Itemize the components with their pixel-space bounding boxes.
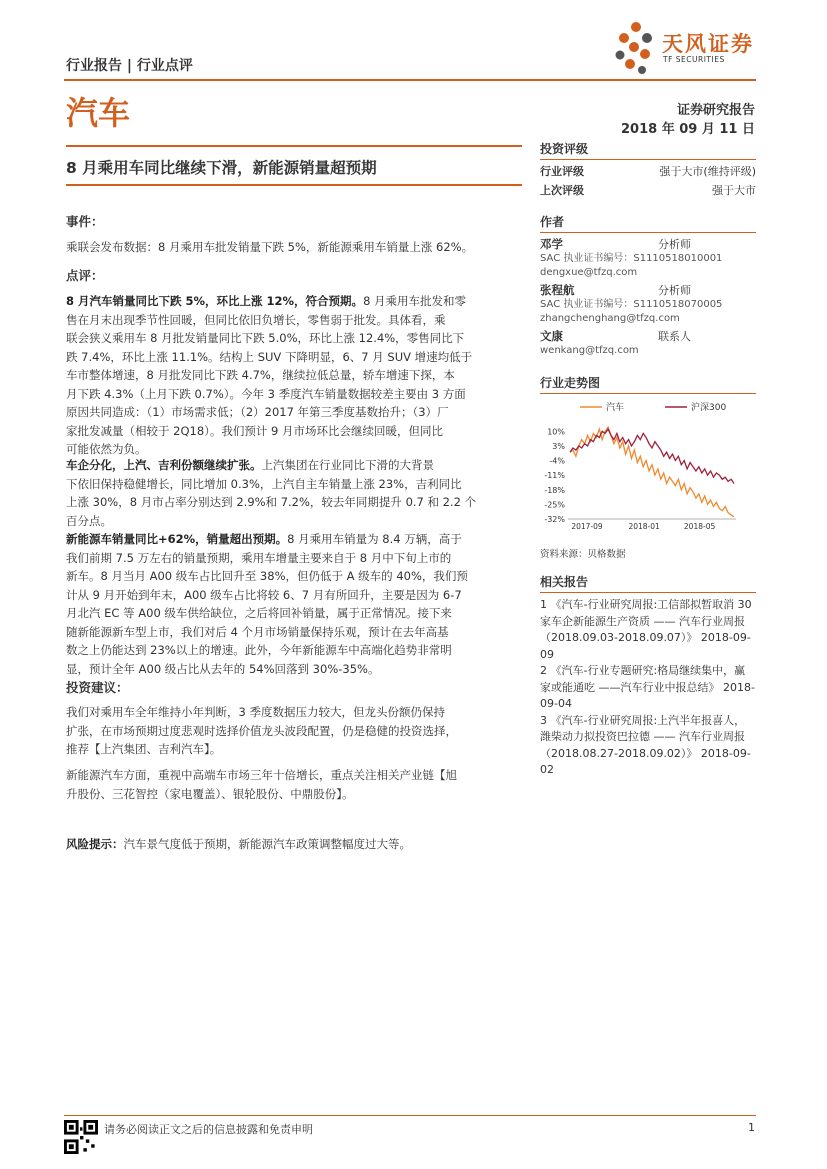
text-line: 我们对乘用车全年维持小年判断，3 季度数据压力较大，但龙头份额仍保持	[66, 705, 445, 719]
author-entry	[540, 237, 756, 280]
lead-in: 车企分化，上汽、吉利份额继续扩张。	[66, 458, 262, 472]
text-line: 月下跌 4.3%（上月下跌 0.7%）。今年 3 季度汽车销量数据较差主要由 3 方面	[66, 386, 466, 401]
related-panel	[540, 573, 756, 779]
related-item[interactable]	[540, 663, 756, 713]
legend-label: 沪深300	[691, 403, 727, 413]
text-line: 扩张，在市场预期过度悲观时选择价值龙头波段配置，仍是稳健的投资选择，	[66, 723, 457, 738]
paragraph-sales	[66, 292, 520, 459]
y-tick-label: 3%	[552, 441, 565, 451]
text-line: 8 月汽车销量同比下跌 5%，环比上涨 12%，符合预期。8 月乘用车批发和零	[66, 294, 467, 308]
author-entry	[540, 283, 756, 326]
rating-heading: 投资评级	[540, 142, 589, 156]
series-line	[570, 429, 734, 483]
tf-logo-icon	[612, 20, 660, 78]
text-line: 联会狭义乘用车 8 月批发销量同比下跌 5.0%，环比上涨 12.4%，零售同比下	[66, 331, 465, 345]
text-line: 推荐【上汽集团、吉利汽车】。	[66, 742, 222, 756]
text-line: 跌 7.4%，环比上涨 11.1%。结构上 SUV 下降明显，6、7 月 SUV 增速均低于	[66, 349, 473, 364]
rating-row	[540, 162, 756, 181]
report-type: 行业报告 | 行业点评	[66, 58, 193, 74]
y-tick-label: -4%	[549, 456, 565, 466]
text-line: 显，预计全年 A00 级占比从去年的 54%回落到 30%-35%。	[66, 661, 380, 676]
author-role: 联系人	[658, 330, 691, 343]
paragraph-advice	[66, 703, 520, 759]
trend-heading: 行业走势图	[540, 376, 601, 390]
author-sac: SAC 执业证书编号：S1110518010001	[540, 253, 723, 264]
author-email[interactable]: wenkang@tfzq.com	[540, 345, 639, 356]
paragraph-nev-advice	[66, 766, 520, 803]
risk-heading: 风险提示：	[66, 837, 124, 851]
author-email[interactable]: zhangchenghang@tfzq.com	[540, 313, 680, 324]
x-tick-label: 2018-01	[628, 522, 660, 531]
risk-line	[66, 835, 520, 854]
prev-rating-label: 上次评级	[540, 184, 584, 197]
author-panel	[540, 213, 756, 358]
logo-subtext: TF SECURITIES	[663, 55, 725, 64]
footer-rule	[64, 1115, 756, 1116]
trend-rule	[540, 393, 756, 394]
author-name: 邓学	[540, 237, 563, 251]
qr-code-icon	[64, 1120, 98, 1154]
y-tick-label: -18%	[544, 485, 565, 495]
related-index: 2	[540, 664, 547, 677]
industry-title: 汽车	[66, 94, 131, 132]
author-rule	[540, 232, 756, 233]
related-index: 3	[540, 713, 547, 727]
y-tick-label: -11%	[544, 471, 565, 481]
rating-value: 强于大市(维持评级)	[659, 165, 756, 178]
x-tick-label: 2018-05	[683, 522, 716, 531]
chart-source: 资料来源：贝格数据	[540, 549, 626, 560]
advice-heading: 投资建议：	[66, 680, 129, 695]
author-entry	[540, 329, 756, 358]
related-index: 1	[540, 598, 547, 611]
prev-rating-value: 强于大市	[712, 184, 756, 197]
header-divider	[64, 79, 756, 81]
rating-rule	[540, 159, 756, 160]
title-bottom-rule	[66, 184, 522, 186]
text-line: 新能源车销量同比+62%，销量超出预期。8 月乘用车销量为 8.4 万辆，高于	[66, 532, 462, 546]
text-line: 随新能源新车型上市，我们对后 4 个月市场销量保持乐观，预计在去年高基	[66, 624, 449, 639]
text-line: 百分点。	[66, 513, 112, 528]
related-item[interactable]	[540, 597, 756, 663]
event-text: 乘联会发布数据：8 月乘用车批发销量下跌 5%，新能源乘用车销量上涨 62%。	[66, 240, 474, 254]
paragraph-oem	[66, 456, 520, 530]
text-line: 车市整体增速，8 月批发同比下跌 4.7%，继续拉低总量，轿车增速下探，本	[66, 368, 455, 382]
lead-in: 8 月汽车销量同比下跌 5%，环比上涨 12%，符合预期。	[66, 294, 364, 308]
author-role: 分析师	[658, 284, 691, 297]
text-line: 数之上仍能达到 23%以上的增速。此外，今年新能源车中高端化趋势非常明	[66, 643, 452, 657]
footer-disclaimer[interactable]: 请务必阅读正文之后的信息披露和免责申明	[104, 1123, 313, 1136]
report-label: 证券研究报告	[676, 103, 755, 118]
y-tick-label: -25%	[544, 500, 565, 510]
industry-trend-chart	[540, 395, 740, 535]
text-line: 下依旧保持稳健增长，同比增加 0.3%，上汽自主车销量上涨 23%，吉利同比	[66, 476, 462, 491]
author-role: 分析师	[658, 238, 691, 251]
report-title: 8 月乘用车同比继续下滑，新能源销量超预期	[66, 159, 377, 177]
related-text: 《汽车-行业专题研究:格局继续集中，赢家或能通吃 ——汽车行业中报总结》 2018-09-04	[540, 664, 755, 710]
event-heading: 事件：	[66, 214, 104, 229]
y-tick-label: -32%	[544, 515, 565, 524]
report-date: 2018 年 09 月 11 日	[621, 122, 755, 137]
paragraph-nev	[66, 530, 520, 678]
lead-in: 新能源车销量同比+62%，销量超出预期。	[66, 532, 288, 546]
text-line: 我们前期 7.5 万左右的销量预期，乘用车增量主要来自于 8 月中下旬上市的	[66, 550, 452, 565]
related-text: 《汽车-行业研究周报:上汽半年报喜人，潍柴动力拟投资巴拉德 —— 汽车行业周报（2018.08.27-2018.09.02）》 2018-09-02	[540, 713, 751, 776]
text-line: 新车。8 月当月 A00 级车占比回升至 38%，但仍低于 A 级车的 40%，我们预	[66, 569, 468, 583]
rating-label: 行业评级	[540, 165, 584, 178]
text-line: 升股份、三花智控（家电覆盖）、银轮股份、中鼎股份】。	[66, 786, 354, 801]
related-item[interactable]	[540, 713, 756, 779]
text-line: 新能源汽车方面，重视中高端车市场三年十倍增长，重点关注相关产业链【旭	[66, 768, 457, 782]
text-line: 家批发减量（相较于 2Q18）。我们预计 9 月市场环比会继续回暖，但同比	[66, 423, 444, 438]
text-line: 月北汽 EC 等 A00 级车供给缺位，之后将回补销量，属于正常情况。接下来	[66, 606, 452, 620]
related-rule	[540, 592, 756, 593]
author-email[interactable]: dengxue@tfzq.com	[540, 267, 638, 278]
author-name: 文康	[540, 329, 563, 343]
trend-panel	[540, 374, 756, 394]
logo-text: 天风证券	[662, 32, 754, 56]
text-line: 可能依然为负。	[66, 442, 147, 456]
comment-heading: 点评：	[66, 268, 104, 283]
x-tick-label: 2017-09	[571, 522, 603, 531]
author-name: 张程航	[540, 283, 575, 297]
rating-panel	[540, 140, 756, 200]
text-line: 原因共同造成：（1）市场需求低；（2）2017 年第三季度基数抬升；（3）厂	[66, 405, 449, 419]
page-number: 1	[748, 1121, 755, 1134]
related-heading: 相关报告	[540, 575, 589, 589]
text-line: 车企分化，上汽、吉利份额继续扩张。上汽集团在行业同比下滑的大背景	[66, 458, 434, 472]
y-tick-label: 10%	[547, 427, 565, 437]
author-sac: SAC 执业证书编号：S1110518070005	[540, 299, 723, 310]
text-line: 售在月末出现季节性回暖，但同比依旧负增长，零售弱于批发。具体看，乘	[66, 312, 446, 327]
text-line: 上涨 30%，8 月市占率分别达到 2.9%和 7.2%，较去年同期提升 0.7 和 2.2 个	[66, 495, 477, 509]
risk-text: 汽车景气度低于预期，新能源汽车政策调整幅度过大等。	[123, 837, 411, 851]
prev-rating-row	[540, 181, 756, 200]
text-line: 计从 9 月开始到年末，A00 级车占比将较 6、7 月有所回升，主要是因为 6-7	[66, 587, 462, 602]
related-text: 《汽车-行业研究周报:工信部拟暂取消 30 家车企新能源生产资质 —— 汽车行业周报（2018.09.03-2018.09.07）》 2018-09-09	[540, 598, 752, 661]
title-top-rule	[66, 145, 522, 147]
author-heading: 作者	[540, 215, 565, 229]
legend-label: 汽车	[606, 403, 625, 413]
